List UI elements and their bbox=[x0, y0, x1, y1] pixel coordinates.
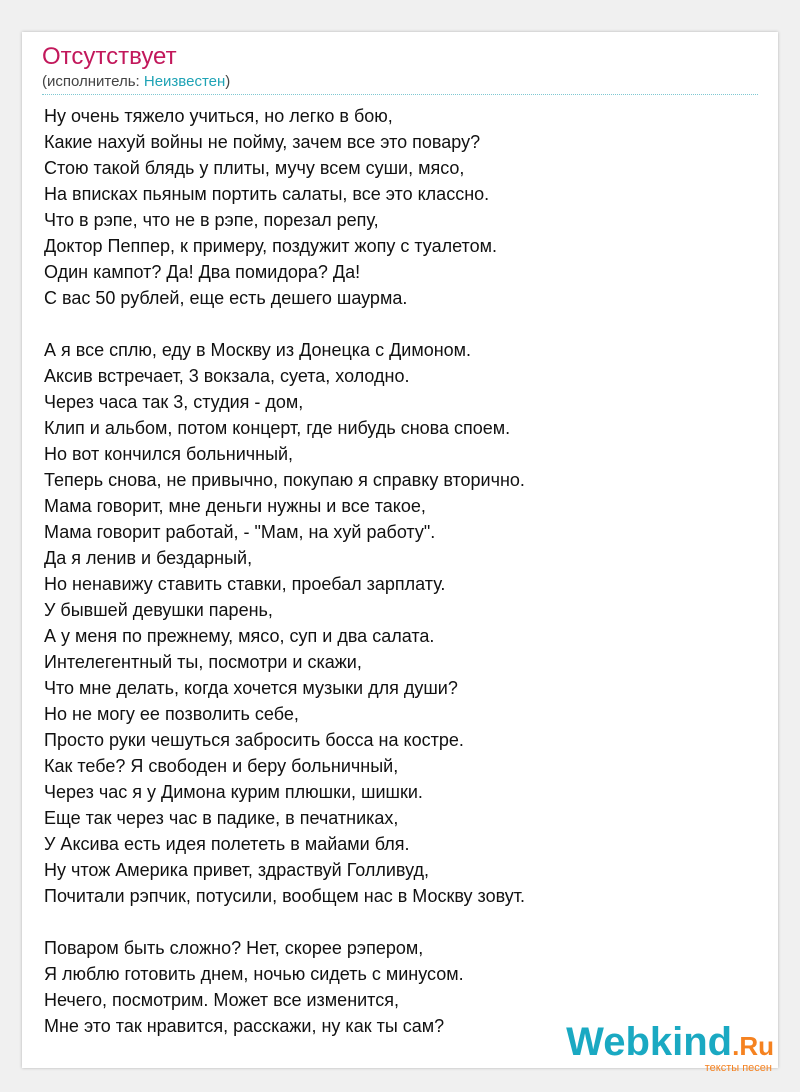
lyrics-line: Аксив встречает, 3 вокзала, суета, холодно. bbox=[44, 366, 410, 386]
lyrics-line: Но вот кончился больничный, bbox=[44, 444, 294, 464]
lyrics-line: Через час я у Димона курим плюшки, шишки. bbox=[44, 782, 423, 802]
lyrics-line: Один кампот? Да! Два помидора? Да! bbox=[44, 262, 361, 282]
lyrics-line: Но не могу ее позволить себе, bbox=[44, 704, 299, 724]
artist-suffix: ) bbox=[225, 73, 231, 90]
lyrics-line: С вас 50 рублей, еще есть дешего шаурма. bbox=[44, 288, 408, 308]
site-brand[interactable] bbox=[566, 1022, 774, 1074]
brand-name: Webkind bbox=[566, 1020, 733, 1064]
lyrics-line: Поваром быть сложно? Нет, скорее рэпером, bbox=[44, 938, 424, 958]
lyrics-line: Почитали рэпчик, потусили, вообщем нас в Москву зовут. bbox=[44, 886, 525, 906]
brand-tld: .Ru bbox=[732, 1031, 774, 1061]
title-divider bbox=[42, 94, 758, 95]
song-title: Отсутствует bbox=[42, 43, 177, 70]
lyrics-line: Теперь снова, не привычно, покупаю я справку вторично. bbox=[44, 470, 525, 490]
lyrics-line: Стою такой блядь у плиты, мучу всем суши, мясо, bbox=[44, 158, 465, 178]
lyrics-line: Интелегентный ты, посмотри и скажи, bbox=[44, 652, 362, 672]
lyrics-line: Но ненавижу ставить ставки, проебал зарплату. bbox=[44, 574, 446, 594]
lyrics-line: На вписках пьяным портить салаты, все это классно. bbox=[44, 184, 490, 204]
lyrics-stanza bbox=[44, 337, 760, 909]
lyrics-line: У Аксива есть идея полететь в майами бля. bbox=[44, 834, 410, 854]
lyrics-line: Мама говорит работай, - "Мам, на хуй работу". bbox=[44, 522, 436, 542]
lyrics-line: Я люблю готовить днем, ночью сидеть с минусом. bbox=[44, 964, 464, 984]
lyrics-line: Ну чтож Америка привет, здраствуй Голливуд, bbox=[44, 860, 429, 880]
lyrics-line: Доктор Пеппер, к примеру, поздужит жопу с туалетом. bbox=[44, 236, 497, 256]
artist-line bbox=[42, 72, 230, 92]
lyrics-stanza bbox=[44, 103, 760, 311]
brand-logo[interactable] bbox=[566, 1022, 774, 1066]
brand-tagline: тексты песен bbox=[704, 1062, 772, 1074]
lyrics-line: Что в рэпе, что не в рэпе, порезал репу, bbox=[44, 210, 379, 230]
lyrics-text bbox=[44, 103, 760, 1065]
lyrics-line: Мне это так нравится, расскажи, ну как ты сам? bbox=[44, 1016, 445, 1036]
lyrics-line: Через часа так 3, студия - дом, bbox=[44, 392, 304, 412]
lyrics-line: Как тебе? Я свободен и беру больничный, bbox=[44, 756, 399, 776]
lyrics-line: Клип и альбом, потом концерт, где нибудь снова споем. bbox=[44, 418, 511, 438]
lyrics-line: А я все сплю, еду в Москву из Донецка с Димоном. bbox=[44, 340, 472, 360]
lyrics-line: Еще так через час в падике, в печатниках, bbox=[44, 808, 399, 828]
lyrics-line: Да я ленив и бездарный, bbox=[44, 548, 253, 568]
lyrics-line: Просто руки чешуться забросить босса на костре. bbox=[44, 730, 464, 750]
lyrics-line: Какие нахуй войны не пойму, зачем все это повару? bbox=[44, 132, 481, 152]
lyrics-line: Мама говорит, мне деньги нужны и все такое, bbox=[44, 496, 426, 516]
lyrics-line: Ну очень тяжело учиться, но легко в бою, bbox=[44, 106, 393, 126]
lyrics-line: Что мне делать, когда хочется музыки для души? bbox=[44, 678, 458, 698]
artist-prefix: (исполнитель: bbox=[42, 73, 144, 90]
lyrics-line: Нечего, посмотрим. Может все изменится, bbox=[44, 990, 399, 1010]
lyrics-line: У бывшей девушки парень, bbox=[44, 600, 273, 620]
lyrics-line: А у меня по прежнему, мясо, суп и два салата. bbox=[44, 626, 435, 646]
artist-link[interactable]: Неизвестен bbox=[143, 73, 226, 90]
